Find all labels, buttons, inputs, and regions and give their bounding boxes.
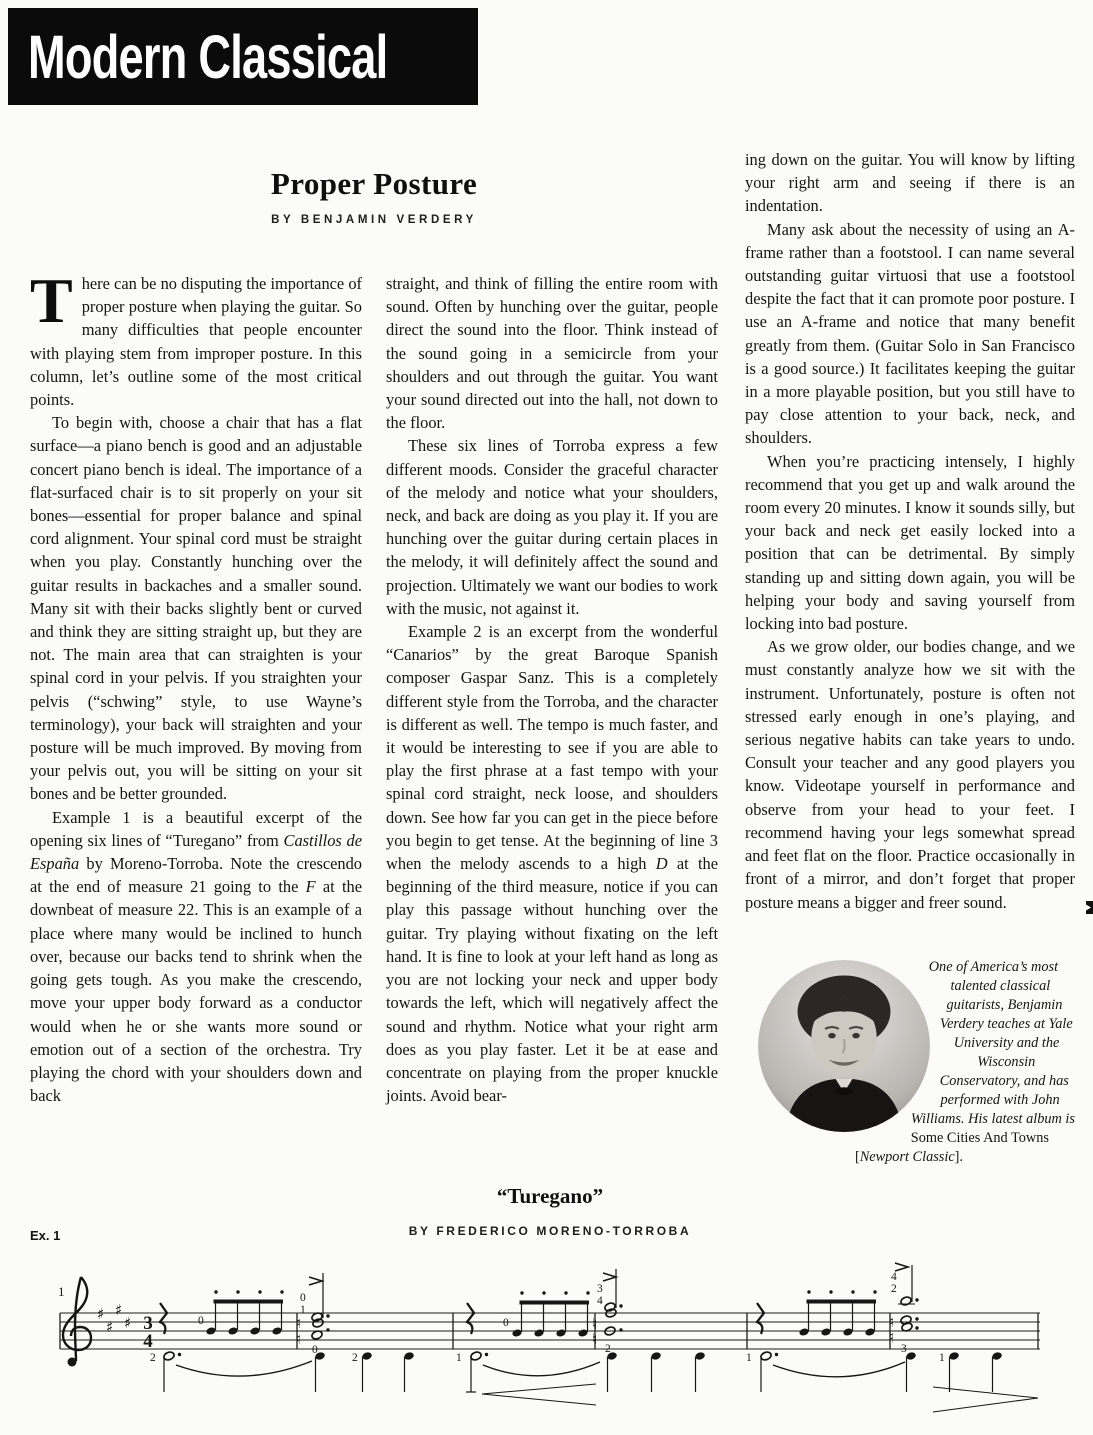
- slur: [176, 1361, 312, 1376]
- text-column-3: [745, 148, 1075, 948]
- measure-5: [746, 1290, 905, 1392]
- score-composer-byline: BY FREDERICO MORENO-TORROBA: [408, 1224, 692, 1238]
- time-signature: [143, 1313, 153, 1352]
- svg-text:♯: ♯: [97, 1305, 105, 1323]
- measure-2: [296, 1273, 415, 1392]
- accent-icon: [309, 1277, 322, 1285]
- crescendo-hairpin: [482, 1384, 596, 1405]
- svg-text:3: 3: [143, 1313, 153, 1334]
- quarter-rest-icon: [467, 1303, 474, 1334]
- slur: [483, 1362, 600, 1376]
- svg-text:4: 4: [143, 1331, 153, 1352]
- paragraph-text: here can be no disputing the importance of proper posture when playing the guitar. So many difficulties that people encounter with playing stem from improper posture. In this column, let’s outline some of the most critical points.: [30, 274, 362, 410]
- svg-text:♯: ♯: [124, 1314, 132, 1332]
- paragraph: Example 1 is a beautiful excerpt of the opening six lines of “Turegano” from Castillos de España by Moreno-Torroba. Note the crescendo at the end of measure 21 going to the F at the downbeat of measure 22. This is an example of a place where many would be inclined to hunch over, because our backs tend to shrink when the going gets tough. As you make the crescendo, move your upper body forward as a conductor would when he or she wants more sound or emotion out of a section of the orchestra. Try playing the chord with your shoulders down and back: [30, 807, 363, 1106]
- paragraph: [745, 635, 1075, 913]
- paragraph: straight, and think of filling the entire room with sound. Often by hunching over the guitar, people direct the sound into the floor. Think instead of the sound going in a semicircle from your shoulders and out through the guitar. You want your sound directed out into the hall, not down to the floor.: [386, 274, 718, 433]
- drop-cap: T: [30, 265, 73, 336]
- svg-text:♮: ♮: [592, 1330, 598, 1348]
- section-banner: [8, 8, 478, 105]
- section-banner-title: Modern Classical: [28, 22, 388, 91]
- svg-text:2: 2: [150, 1352, 156, 1364]
- accent-icon: [895, 1263, 908, 1271]
- paragraph: Many ask about the necessity of using an A-frame rather than a footstool. I can name several outstanding guitar virtuosi that use a footstool despite the fact that it can promote poor posture. I use an A-frame and notice that many benefit greatly from them. (Guitar Solo in San Francisco is a good source.) It facilitates keeping the guitar in a more playable position, but you still have to pay close attention to your back, neck, and shoulders.: [745, 219, 1075, 448]
- measure-1: [150, 1290, 312, 1392]
- svg-text:1: 1: [939, 1352, 945, 1364]
- svg-text:3: 3: [597, 1283, 603, 1295]
- paragraph: When you’re practicing intensely, I highly recommend that you get up and walk around the room every 20 minutes. I know it sounds silly, but your back and neck get easily locked into a position that can be detrimental. By simply standing up and sitting down again, you will be helping your body and saving yourself from locking into bad posture.: [745, 451, 1075, 634]
- paragraph: Example 2 is an excerpt from the wonderful “Canarios” by the great Baroque Spanish composer Gaspar Sanz. This is a completely different style from the Torroba, and the character is different as well. The tempo is much faster, and it would be interesting to see if you are able to play the first phrase at a fast tempo with your spinal cord straight, neck loose, and shoulders down. See how far you can get in the piece before you begin to get tense. At the beginning of line 3 when the melody ascends to a high D at the beginning of the third measure, notice if you can play this passage without hunching over the guitar. Try playing without fixating on the left hand. It is fine to look at your left hand as long as you are not locking your neck and upper body towards the left, which will negatively affect the sound and rhythm. Notice what your right arm does as you play faster. Let it be at ease and concentrate on playing from the proper knuckle joints. Avoid bear-: [386, 622, 718, 1106]
- svg-text:3: 3: [901, 1343, 907, 1355]
- score-title: “Turegano”: [496, 1184, 604, 1208]
- svg-text:♮: ♮: [889, 1328, 895, 1346]
- svg-text:♯: ♯: [115, 1301, 123, 1319]
- author-bio-text: One of America’s most talented classical guitarists, Benjamin Verdery teaches at Yale University and the Wisconsin Conservatory, and has performed with John Williams. His latest album is Some Cities And Towns [Newport Classic].: [854, 959, 1075, 1165]
- svg-text:2: 2: [891, 1283, 897, 1295]
- svg-text:4: 4: [891, 1271, 897, 1283]
- svg-text:4: 4: [597, 1295, 603, 1307]
- measure-number: 1: [58, 1284, 65, 1299]
- svg-text:2: 2: [605, 1343, 611, 1355]
- quarter-rest-icon: [160, 1303, 167, 1334]
- svg-text:♮: ♮: [592, 1315, 598, 1333]
- author-photo: [758, 960, 930, 1132]
- svg-text:0: 0: [198, 1315, 204, 1327]
- svg-text:0: 0: [503, 1317, 509, 1329]
- page-title: Proper Posture: [270, 166, 478, 201]
- quarter-rest-icon: [757, 1303, 764, 1334]
- svg-text:1: 1: [746, 1352, 752, 1364]
- svg-text:♮: ♮: [296, 1314, 302, 1332]
- paragraph: These six lines of Torroba express a few different moods. Consider the graceful character of the melody and notice what your shoulders, neck, and back are doing as you play it. If you are hunching over the guitar during certain places in the melody, it will definitely affect the sound and projection. Ultimately we want our bodies to work with the music, not against it.: [386, 436, 718, 618]
- example-label: Ex. 1: [30, 1228, 61, 1243]
- article-header: [30, 166, 718, 226]
- svg-text:♮: ♮: [889, 1313, 895, 1331]
- measure-3: [456, 1291, 600, 1405]
- svg-text:1: 1: [300, 1304, 306, 1316]
- text-column-1: [30, 265, 363, 1117]
- svg-text:1: 1: [456, 1352, 462, 1364]
- slur: [773, 1362, 905, 1377]
- author-bio: [742, 950, 1076, 1165]
- svg-text:♯: ♯: [106, 1318, 114, 1336]
- svg-text:0: 0: [300, 1292, 306, 1304]
- text-column-2: [386, 272, 718, 1117]
- measure-6: [889, 1263, 1038, 1412]
- end-of-article-icon: [1064, 897, 1075, 910]
- article-byline: BY BENJAMIN VERDERY: [271, 214, 477, 226]
- accent-icon: [603, 1273, 616, 1281]
- svg-text:2: 2: [352, 1352, 358, 1364]
- decrescendo-hairpin: [933, 1387, 1038, 1412]
- svg-text:0: 0: [312, 1344, 318, 1356]
- music-notation: [0, 1250, 1093, 1435]
- svg-text:♮: ♮: [296, 1330, 302, 1348]
- paragraph: To begin with, choose a chair that has a flat surface—a piano bench is good and an adjustable concert piano bench is ideal. The importance of a flat-surfaced chair is to sit properly on your sit bones—essential for proper balance and spinal cord alignment. Your spinal cord must be straight when you play. Constantly hunching over the guitar results in backaches and a smaller sound. Many sit with their backs slightly bent or curved and think they are sitting straight up, but they are not. The main area that can straighten is your spinal cord in your pelvis. If you straighten your pelvis (“schwing” style, to use Wayne’s terminology), your back will straighten and your posture will be much improved. By moving from your pelvis out, you will be sitting on your sit bones and be better grounded.: [30, 413, 362, 804]
- paragraph: [30, 265, 362, 411]
- paragraph: ing down on the guitar. You will know by lifting your right arm and seeing if there is an indentation.: [745, 150, 1075, 216]
- paragraph-text: As we grow older, our bodies change, and we must constantly analyze how we sit with the instrument. Unfortunately, posture is often not stressed early enough in one’s playing, and serious negative habits can take years to undo. Consult your teacher and any good players you know. Videotape yourself in performance and observe from your head to your feet. I recommend having your legs somewhat spread and feet flat on the floor. Practice occasionally in front of a mirror, and don’t forget that proper posture means a bigger and freer sound.: [745, 637, 1075, 912]
